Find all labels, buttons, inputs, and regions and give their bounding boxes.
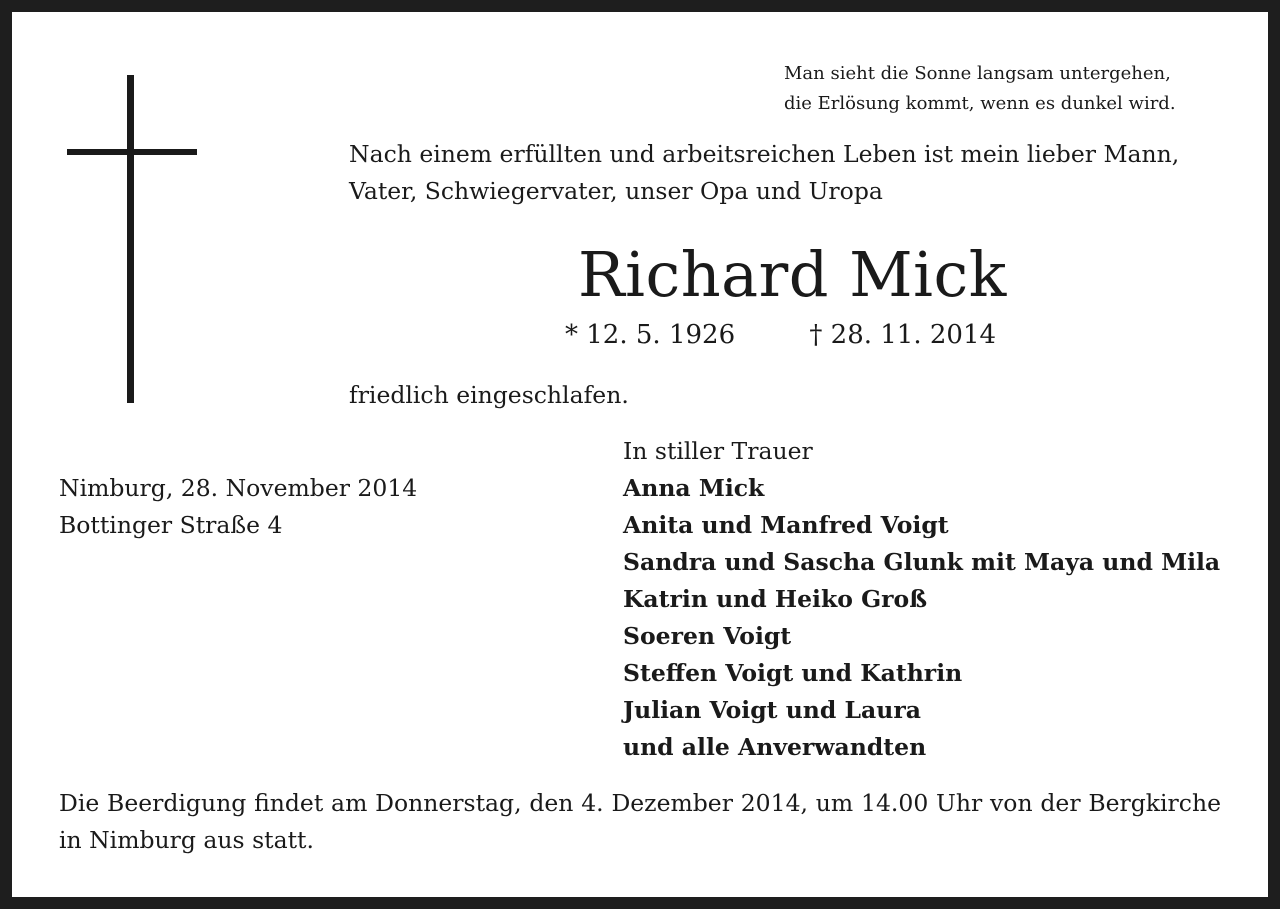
obituary-notice bbox=[12, 12, 1268, 897]
outro-text: friedlich eingeschlafen. bbox=[349, 381, 629, 409]
intro-line: Nach einem erfüllten und arbeitsreichen Leben ist mein lieber Mann, bbox=[349, 140, 1180, 168]
intro-text bbox=[349, 136, 1179, 210]
funeral-announcement: Die Beerdigung findet am Donnerstag, den 4. Dezember 2014, um 14.00 Uhr von der Bergkirche in Nimburg aus statt. bbox=[59, 789, 1221, 854]
mourners-heading: In stiller Trauer bbox=[623, 437, 813, 465]
birth-date: * 12. 5. 1926 bbox=[565, 320, 736, 350]
cross-horizontal-bar bbox=[67, 149, 197, 155]
death-date: † 28. 11. 2014 bbox=[809, 320, 997, 350]
mourner-name: Anita und Manfred Voigt bbox=[623, 511, 949, 539]
mourners-list bbox=[623, 433, 1220, 766]
intro-line: Vater, Schwiegervater, unser Opa und Uropa bbox=[349, 177, 883, 205]
mourner-name: und alle Anverwandten bbox=[623, 733, 927, 761]
motto-quote bbox=[784, 59, 1176, 119]
address-line: Bottinger Straße 4 bbox=[59, 511, 283, 539]
cross-vertical-bar bbox=[127, 75, 134, 403]
place-and-date bbox=[59, 470, 417, 544]
place-date-line: Nimburg, 28. November 2014 bbox=[59, 474, 418, 502]
mourner-name: Anna Mick bbox=[623, 474, 765, 502]
mourner-name: Soeren Voigt bbox=[623, 622, 792, 650]
mourner-name: Steffen Voigt und Kathrin bbox=[623, 659, 963, 687]
motto-line: die Erlösung kommt, wenn es dunkel wird. bbox=[784, 93, 1176, 114]
mourner-name: Julian Voigt und Laura bbox=[623, 696, 921, 724]
deceased-name: Richard Mick bbox=[578, 238, 1007, 311]
life-dates bbox=[565, 318, 996, 352]
mourner-name: Katrin und Heiko Groß bbox=[623, 585, 928, 613]
mourner-name: Sandra und Sascha Glunk mit Maya und Mila bbox=[623, 548, 1221, 576]
motto-line: Man sieht die Sonne langsam untergehen, bbox=[784, 63, 1171, 84]
